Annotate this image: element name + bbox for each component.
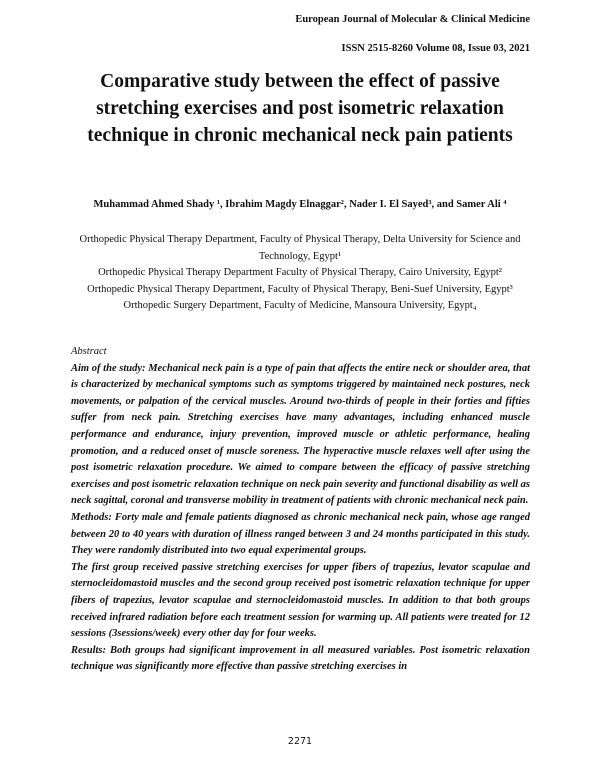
journal-name: European Journal of Molecular & Clinical Medicine [295, 14, 530, 25]
abstract-results: Results: Both groups had significant improvement in all measured variables. Post isometric relaxation technique was significantly more effective than passive stretching exercises in [71, 644, 530, 673]
abstract [71, 344, 530, 676]
abstract-heading: Abstract [71, 346, 107, 357]
affiliation-1: Orthopedic Physical Therapy Department, Faculty of Physical Therapy, Delta University for Science and Technology, Egypt¹ [79, 234, 521, 262]
affiliation-4: Orthopedic Surgery Department, Faculty of Medicine, Mansoura University, Egypt₄ [123, 300, 477, 311]
affiliations [70, 232, 530, 315]
author-list: Muhammad Ahmed Shady ¹, Ibrahim Magdy Elnaggar², Nader I. El Sayed³, and Samer Ali ⁴ [93, 199, 507, 210]
issn-volume-line: ISSN 2515-8260 Volume 08, Issue 03, 2021 [341, 43, 530, 54]
abstract-methods-body: The first group received passive stretching exercises for upper fibers of trapezius, levator scapulae and sternocleidomastoid muscles and the second group received post isometric relaxation technique for upper fibers of trapezius, levator scapulae and sternocleidomastoid muscles. In addition to that both groups received infrared radiation before each treatment session for warming up. All patients were treated for 12 sessions (3sessions/week) every other day for four weeks. [71, 561, 530, 640]
abstract-methods-intro: Methods: Forty male and female patients diagnosed as chronic mechanical neck pain, whose age ranged between 20 to 40 years with duration of illness ranged between 3 and 24 months participated in this study. They were randomly distributed into two equal experimental groups. [71, 511, 530, 557]
page-number: 2271 [287, 736, 313, 747]
affiliation-2: Orthopedic Physical Therapy Department Faculty of Physical Therapy, Cairo University, Egypt² [98, 267, 502, 278]
paper-title: Comparative study between the effect of passive stretching exercises and post isometric relaxation technique in chronic mechanical neck pain patients [87, 71, 513, 146]
abstract-aim: Aim of the study: Mechanical neck pain is a type of pain that affects the entire neck or shoulder area, that is characterized by mechanical symptoms such as symptoms triggered by maintained neck postures, neck movements, or palpation of the cervical muscles. Around two-thirds of people in their forties and fifties suffer from neck pain. Stretching exercises have many advantages, including enhanced muscle performance and endurance, injury prevention, improved muscle or athletic performance, healing promotion, and a reduced onset of muscle soreness. The hyperactive muscle relaxes well after using the post isometric relaxation procedure. We aimed to compare between the efficacy of passive stretching exercises and post isometric relaxation technique on neck pain severity and functional disability as well as neck sagittal, coronal and transverse mobility in treatment of patients with chronic mechanical neck pain. [71, 362, 530, 507]
affiliation-3: Orthopedic Physical Therapy Department, Faculty of Physical Therapy, Beni-Suef University, Egypt³ [87, 283, 513, 295]
